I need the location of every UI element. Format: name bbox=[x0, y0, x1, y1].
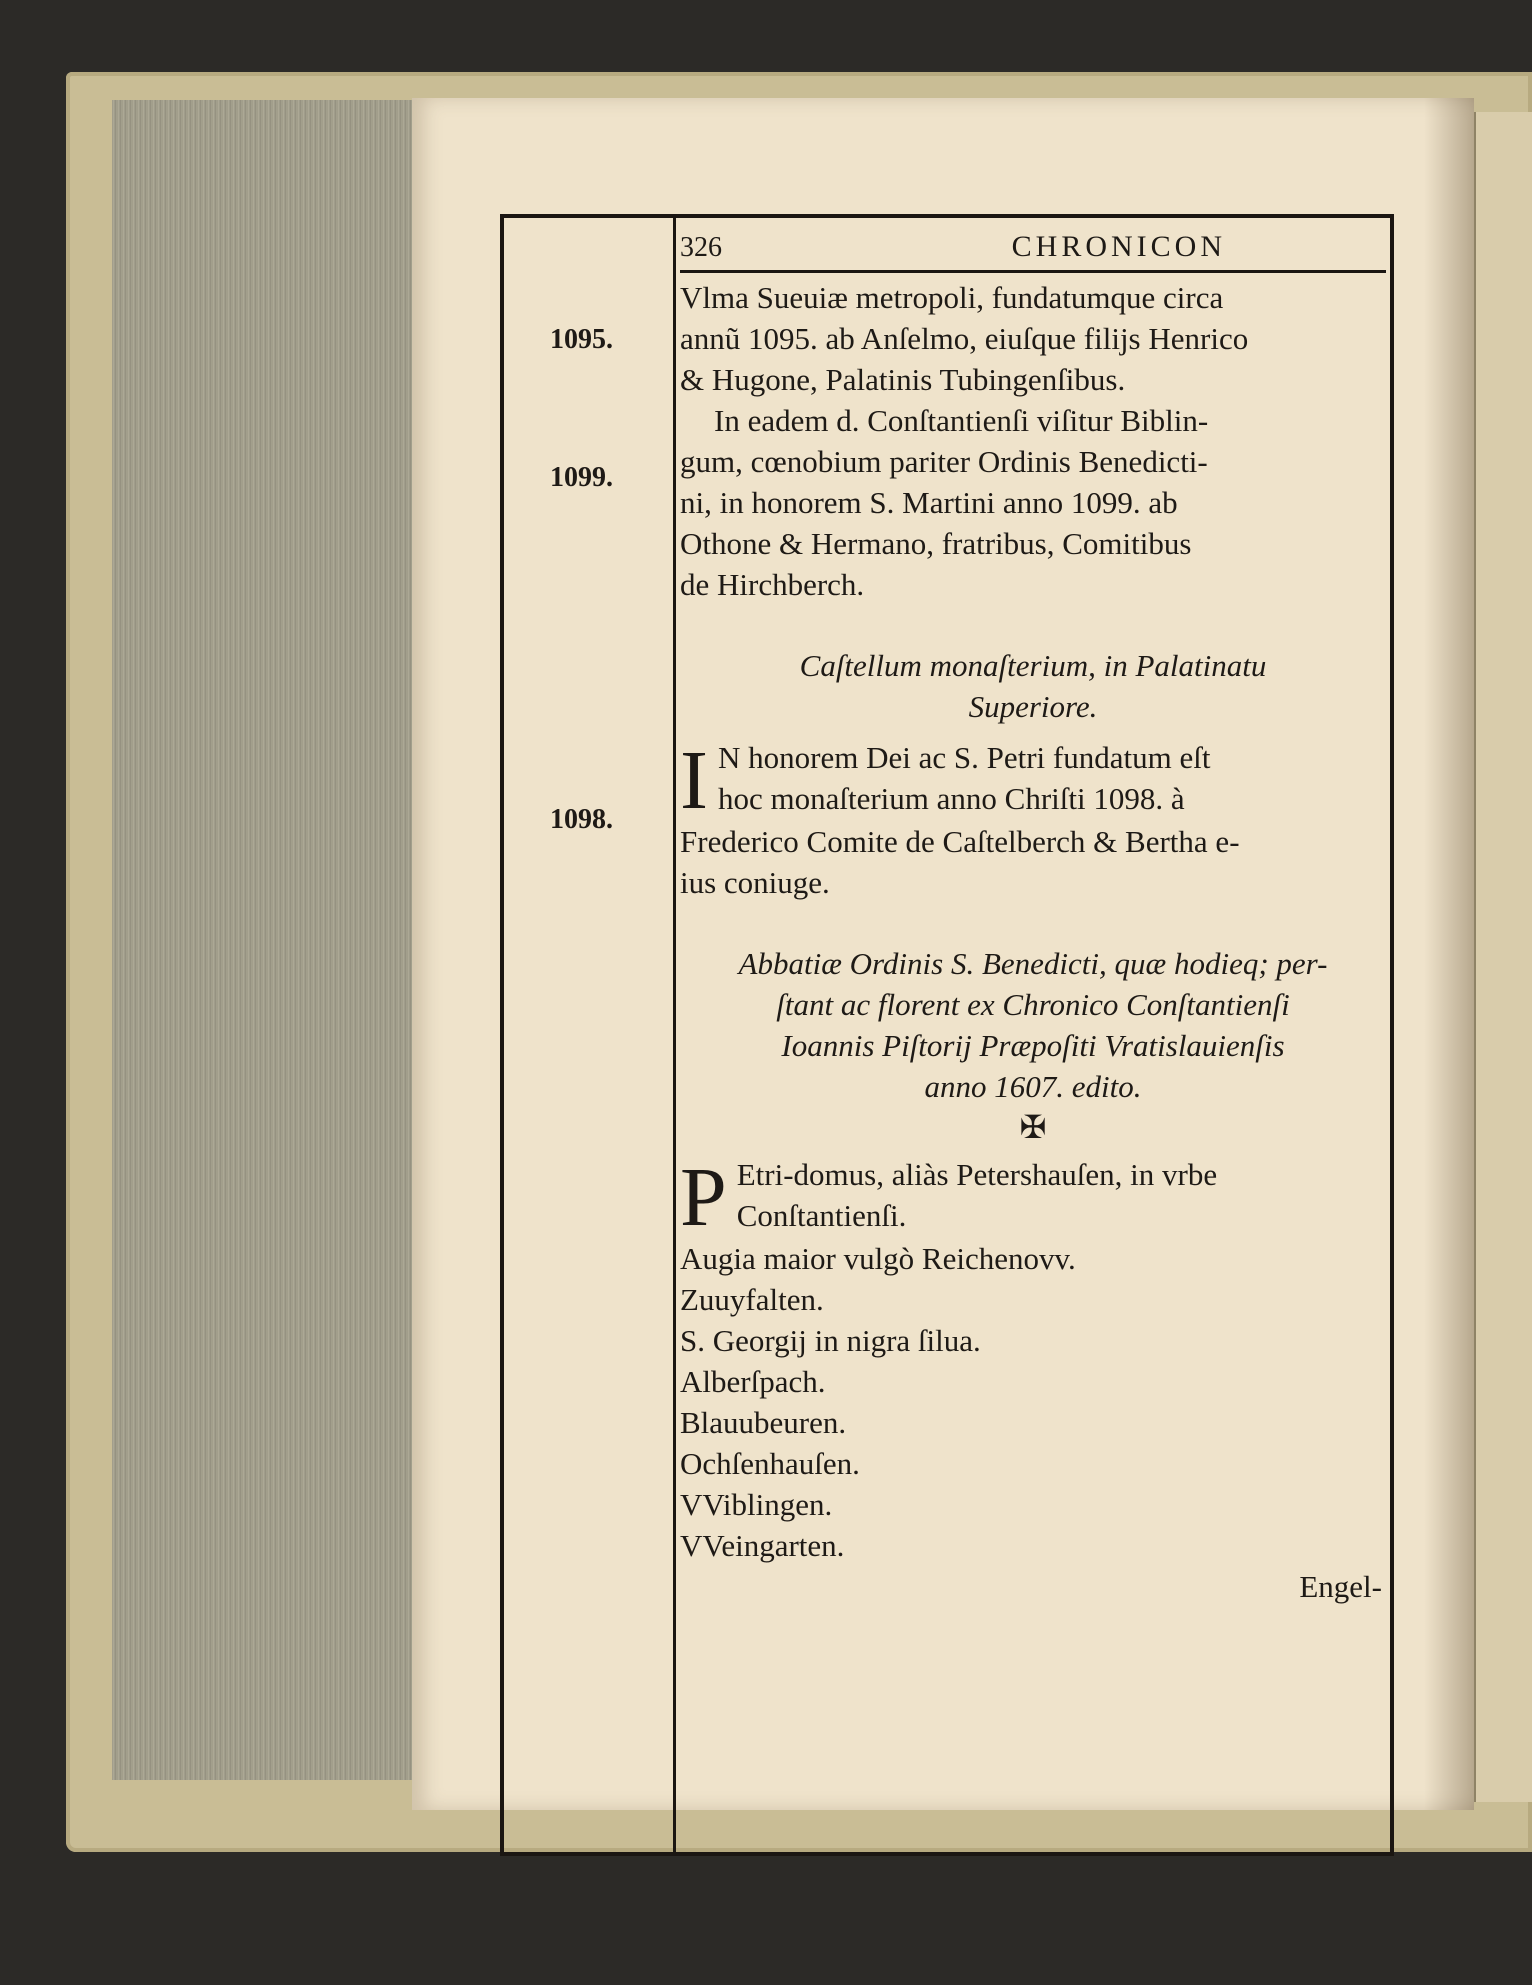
margin-year: 1099. bbox=[550, 462, 613, 493]
frame-top-rule bbox=[500, 214, 1394, 218]
text-line: Etri-domus, aliàs Petershauſen, in vrbe bbox=[736, 1157, 1218, 1192]
section-heading: ſtant ac florent ex Chronico Conſtantienſi bbox=[776, 987, 1290, 1022]
text-line: hoc monaſterium anno Chriſti 1098. à bbox=[717, 781, 1185, 816]
list-item: VViblingen. bbox=[680, 1487, 833, 1522]
list-item: Alberſpach. bbox=[680, 1364, 826, 1399]
margin-year: 1095. bbox=[550, 324, 613, 355]
text-line: N honorem Dei ac S. Petri fundatum eſt bbox=[717, 740, 1211, 775]
text-line: Frederico Comite de Caſtelberch & Bertha e- bbox=[680, 824, 1240, 859]
drop-cap: I bbox=[680, 734, 708, 827]
list-item: Ochſenhauſen. bbox=[680, 1446, 860, 1481]
frame-bottom-rule bbox=[500, 1852, 1394, 1856]
section-heading: Superiore. bbox=[968, 689, 1098, 724]
text-line: Conſtantienſi. bbox=[736, 1198, 907, 1233]
text-line: de Hirchberch. bbox=[680, 567, 865, 602]
text-line: annũ 1095. ab Anſelmo, eiuſque filijs Henrico bbox=[680, 321, 1249, 356]
list-item: Augia maior vulgò Reichenovv. bbox=[680, 1241, 1076, 1276]
frame-right-rule bbox=[1390, 214, 1394, 1854]
text-line: Vlma Sueuiæ metropoli, fundatumque circa bbox=[680, 280, 1224, 315]
frame-margin-rule bbox=[673, 214, 676, 1854]
header-rule bbox=[680, 270, 1386, 273]
text-line: ni, in honorem S. Martini anno 1099. ab bbox=[680, 485, 1178, 520]
cross-ornament: ✠ bbox=[1019, 1109, 1047, 1145]
margin-year: 1098. bbox=[550, 804, 613, 835]
facing-page-edge bbox=[1474, 112, 1532, 1802]
text-line: gum, cœnobium pariter Ordinis Benedicti- bbox=[680, 444, 1208, 479]
section-heading: anno 1607. edito. bbox=[924, 1069, 1142, 1104]
page-gutter-shadow bbox=[1424, 98, 1474, 1810]
drop-cap: P bbox=[680, 1151, 727, 1244]
text-line: Othone & Hermano, fratribus, Comitibus bbox=[680, 526, 1192, 561]
catchword: Engel- bbox=[1299, 1569, 1382, 1604]
running-header bbox=[680, 226, 1386, 268]
page-number: 326 bbox=[680, 232, 722, 263]
running-title: CHRONICON bbox=[1011, 230, 1226, 263]
list-item: S. Georgij in nigra ſilua. bbox=[680, 1323, 981, 1358]
frame-left-rule bbox=[500, 214, 504, 1854]
list-item: VVeingarten. bbox=[680, 1528, 845, 1563]
text-line: & Hugone, Palatinis Tubingenſibus. bbox=[680, 362, 1126, 397]
section-heading: Ioannis Piſtorij Præpoſiti Vratislauienſis bbox=[781, 1028, 1285, 1063]
section-heading: Abbatiæ Ordinis S. Benedicti, quæ hodieq; per- bbox=[738, 946, 1328, 981]
section-heading: Caſtellum monaſterium, in Palatinatu bbox=[799, 648, 1267, 683]
list-item: Zuuyfalten. bbox=[680, 1282, 824, 1317]
text-line: ius coniuge. bbox=[680, 865, 830, 900]
page-edges bbox=[112, 100, 415, 1780]
text-line: In eadem d. Conſtantienſi viſitur Biblin- bbox=[714, 403, 1209, 438]
list-item: Blauubeuren. bbox=[680, 1405, 847, 1440]
main-text-column bbox=[680, 226, 1386, 1607]
